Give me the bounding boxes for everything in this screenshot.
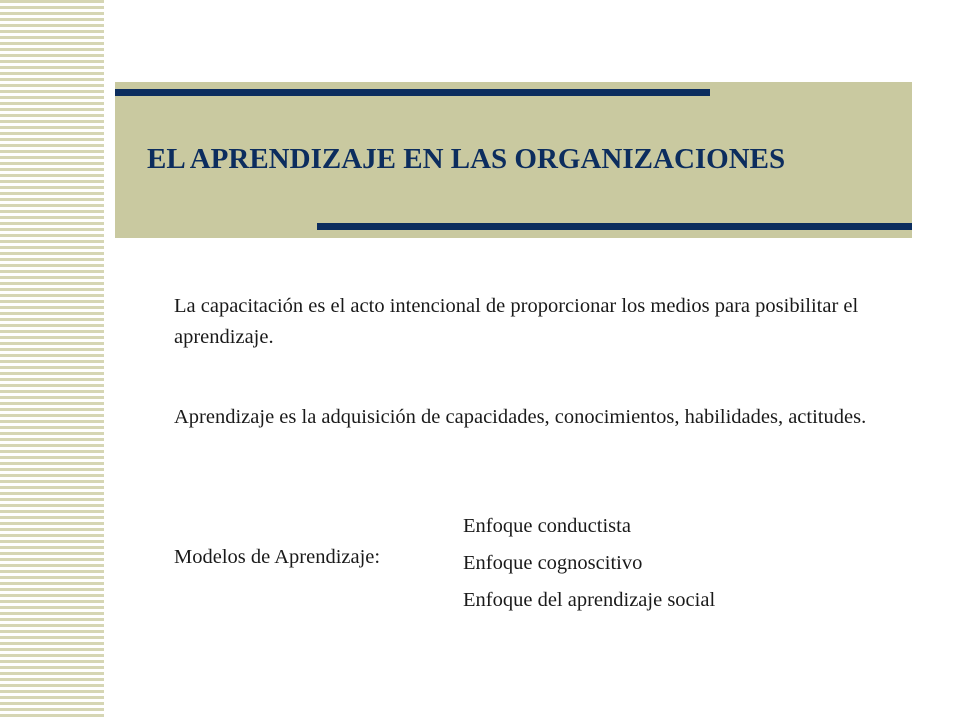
list-item: Enfoque cognoscitivo — [463, 552, 643, 574]
list-item: Enfoque conductista — [463, 515, 631, 537]
title-rule-top — [115, 89, 710, 96]
title-rule-bottom — [317, 223, 912, 230]
list-item: Enfoque del aprendizaje social — [463, 589, 716, 611]
models-label: Modelos de Aprendizaje: — [174, 546, 381, 568]
slide-title: EL APRENDIZAJE EN LAS ORGANIZACIONES — [147, 143, 786, 175]
models-list — [463, 508, 715, 619]
paragraph-capacitacion: La capacitación es el acto intencional de proporcionar los medios para posibilitar el aprendizaje. — [174, 295, 859, 348]
decorative-stripes — [0, 0, 104, 720]
paragraph-aprendizaje: Aprendizaje es la adquisición de capacidades, conocimientos, habilidades, actitudes. — [174, 406, 867, 428]
